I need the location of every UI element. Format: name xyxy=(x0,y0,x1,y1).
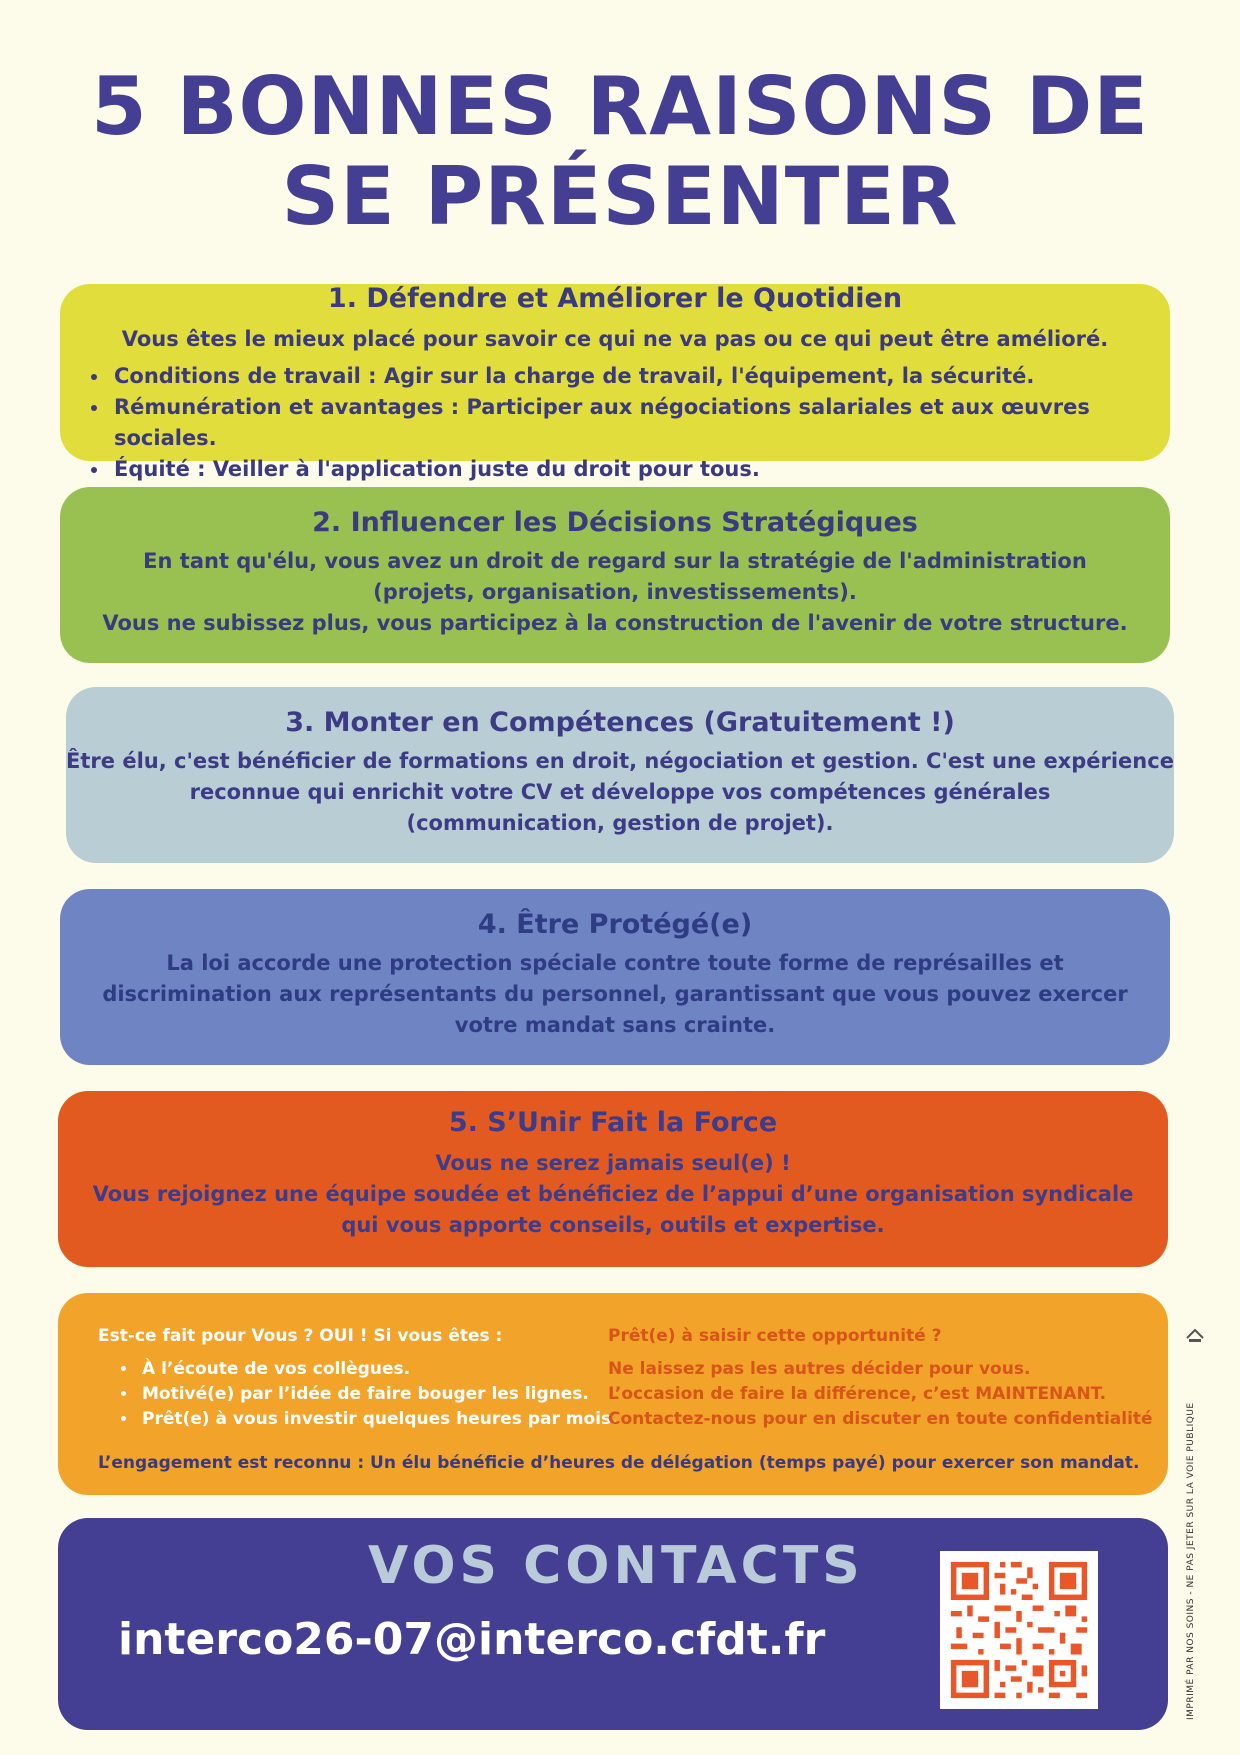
list-item: • Équité : Veiller à l'application juste du droit pour tous. xyxy=(110,454,1170,485)
reason-intro-1: Vous êtes le mieux placé pour savoir ce qui ne va pas ou ce qui peut être amélioré. xyxy=(121,327,1109,351)
info-right-line: L’occasion de faire la différence, c’est MAINTENANT. xyxy=(608,1384,1107,1404)
side-legal-text: IMPRIMÉ PAR NOS SOINS - NE PAS JETER SUR LA VOIE PUBLIQUE xyxy=(1186,1402,1196,1720)
reason-line: (projets, organisation, investissements). xyxy=(373,580,857,604)
reason-line: qui vous apporte conseils, outils et expertise. xyxy=(341,1213,885,1237)
reason-card-2 xyxy=(60,487,1170,663)
list-item: • Motivé(e) par l’idée de faire bouger les lignes. xyxy=(138,1382,618,1407)
reason-title-1: 1. Défendre et Améliorer le Quotidien xyxy=(327,283,903,314)
reason-card-3 xyxy=(66,687,1174,863)
title-line-1: 5 BONNES RAISONS DE xyxy=(91,60,1149,153)
reason-card-5 xyxy=(58,1091,1168,1267)
list-item: • Prêt(e) à vous investir quelques heures par mois. xyxy=(138,1407,618,1432)
reason-title-2: 2. Influencer les Décisions Stratégiques xyxy=(312,507,918,538)
recycle-icon xyxy=(1184,1328,1206,1344)
reason-line: votre mandat sans crainte. xyxy=(454,1013,776,1037)
reason-line: Vous ne serez jamais seul(e) ! xyxy=(435,1151,791,1175)
reason-line: Vous rejoignez une équipe soudée et bénéficiez de l’appui d’une organisation syndicale xyxy=(92,1182,1134,1206)
info-left-bullets xyxy=(98,1357,618,1432)
info-left-heading: Est-ce fait pour Vous ? OUI ! Si vous êtes : xyxy=(98,1326,503,1346)
reason-bullets-1 xyxy=(60,361,1170,485)
reason-card-1 xyxy=(60,283,1170,481)
info-right-column xyxy=(608,1323,1168,1432)
reason-line: En tant qu'élu, vous avez un droit de regard sur la stratégie de l'administration xyxy=(143,549,1087,573)
reason-line: reconnue qui enrichit votre CV et développe vos compétences générales xyxy=(189,780,1051,804)
reason-line: (communication, gestion de projet). xyxy=(406,811,834,835)
list-item: • Rémunération et avantages : Participer aux négociations salariales et aux œuvres sociales. xyxy=(110,392,1170,454)
info-right-line: Contactez-nous pour en discuter en toute confidentialité xyxy=(608,1409,1153,1429)
reason-title-5: 5. S’Unir Fait la Force xyxy=(448,1107,778,1138)
reason-card-4 xyxy=(60,889,1170,1065)
reason-line: Vous ne subissez plus, vous participez à la construction de l'avenir de votre structure. xyxy=(102,611,1128,635)
reason-line: La loi accorde une protection spéciale contre toute forme de représailles et xyxy=(166,951,1064,975)
info-box xyxy=(58,1293,1168,1495)
list-item: • À l’écoute de vos collègues. xyxy=(138,1357,618,1382)
info-left-column xyxy=(98,1323,618,1432)
contacts-box xyxy=(58,1518,1168,1730)
list-item: • Conditions de travail : Agir sur la charge de travail, l'équipement, la sécurité. xyxy=(110,361,1170,392)
reason-title-4: 4. Être Protégé(e) xyxy=(477,909,753,940)
reason-title-3: 3. Monter en Compétences (Gratuitement !) xyxy=(285,707,955,738)
contact-email-link[interactable]: interco26-07@interco.cfdt.fr xyxy=(118,1614,826,1665)
info-right-heading: Prêt(e) à saisir cette opportunité ? xyxy=(608,1326,942,1346)
info-footer: L’engagement est reconnu : Un élu bénéficie d’heures de délégation (temps payé) pour exercer son mandat. xyxy=(98,1453,1140,1473)
reason-line: Être élu, c'est bénéficier de formations en droit, négociation et gestion. C'est une expérience xyxy=(66,749,1174,773)
qr-code-icon[interactable] xyxy=(940,1551,1098,1709)
contacts-title: VOS CONTACTS xyxy=(368,1536,864,1596)
title-line-2: SE PRÉSENTER xyxy=(281,150,959,243)
info-right-line: Ne laissez pas les autres décider pour vous. xyxy=(608,1359,1031,1379)
page-title xyxy=(0,62,1240,242)
reason-line: discrimination aux représentants du personnel, garantissant que vous pouvez exercer xyxy=(102,982,1128,1006)
